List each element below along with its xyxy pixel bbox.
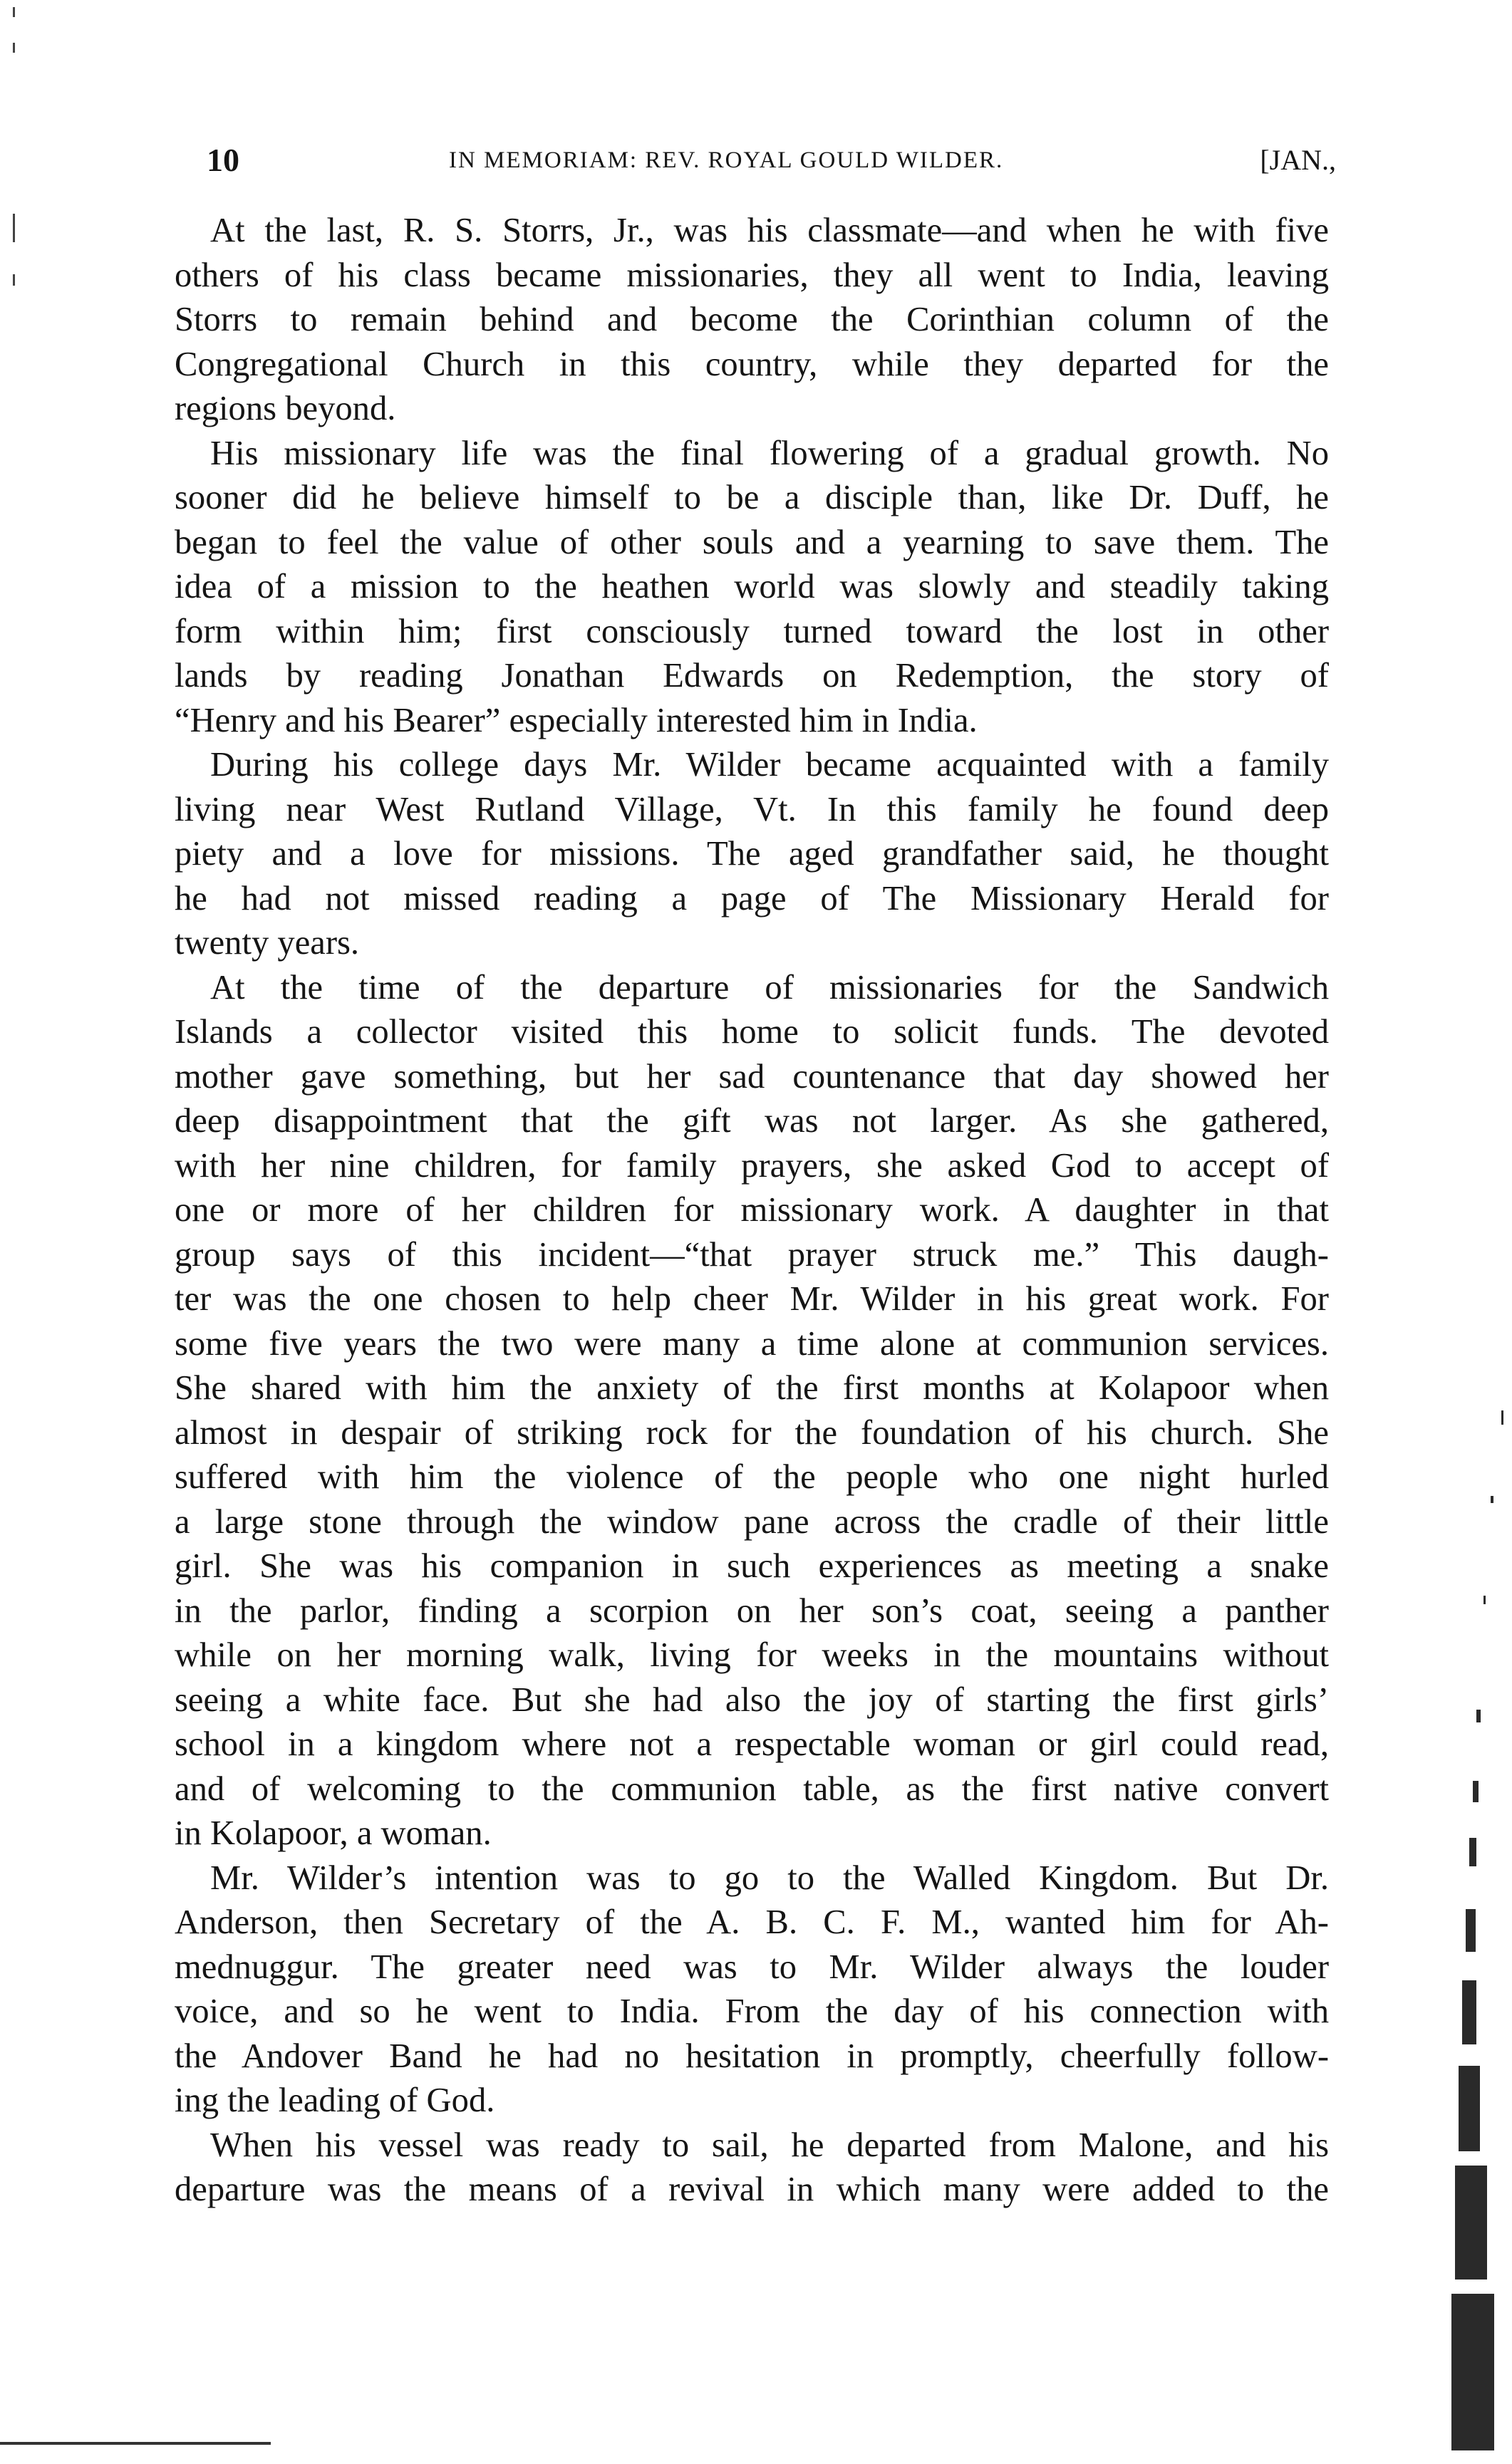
text-line: Mr. Wilder’s intention was to go to the Walled Kingdom. But Dr. [210, 1858, 1329, 1897]
margin-mark [13, 43, 15, 53]
text-line: At the time of the departure of missionaries for the Sandwich [210, 967, 1329, 1007]
text-line: in Kolapoor, a woman. [175, 1814, 492, 1852]
paragraph [175, 208, 1329, 431]
paragraph [175, 1856, 1329, 2123]
text-line: seeing a white face. But she had also the joy of starting the first girls’ [175, 1680, 1329, 1719]
text-line: She shared with him the anxiety of the first months at Kolapoor when [175, 1368, 1329, 1407]
running-title: IN MEMORIAM: REV. ROYAL GOULD WILDER. [449, 147, 1004, 173]
page-header [207, 135, 1336, 185]
text-line: voice, and so he went to India. From the day of his connection with [175, 1992, 1329, 2030]
text-line: “Henry and his Bearer” especially interested him in India. [175, 700, 978, 739]
text-line: twenty years. [175, 923, 360, 962]
text-line: others of his class became missionaries, they all went to India, leaving [175, 255, 1329, 294]
text-line: he had not missed reading a page of The Missionary Herald for [175, 878, 1329, 917]
text-line: with her nine children, for family prayers, she asked God to accept of [175, 1145, 1329, 1185]
paragraph [175, 965, 1329, 1856]
text-line: ter was the one chosen to help cheer Mr. Wilder in his great work. For [175, 1279, 1329, 1318]
text-line: began to feel the value of other souls and a yearning to save them. The [175, 522, 1329, 561]
text-line: ing the leading of God. [175, 2081, 495, 2119]
text-line: His missionary life was the final flowering of a gradual growth. No [210, 433, 1329, 472]
text-line: mednuggur. The greater need was to Mr. Wilder always the louder [175, 1947, 1329, 1986]
text-line: Anderson, then Secretary of the A. B. C. F. M., wanted him for Ah- [175, 1903, 1329, 1941]
margin-mark [13, 274, 15, 286]
text-line: school in a kingdom where not a respectable woman or girl could read, [175, 1725, 1329, 1763]
margin-mark [13, 7, 15, 17]
margin-mark [13, 214, 15, 242]
text-line: living near West Rutland Village, Vt. In this family he found deep [175, 789, 1329, 828]
text-line: Storrs to remain behind and become the Corinthian column of the [175, 300, 1329, 338]
text-line: departure was the means of a revival in which many were added to the [175, 2170, 1329, 2208]
text-line: During his college days Mr. Wilder became acquainted with a family [210, 745, 1329, 784]
text-line: girl. She was his companion in such experiences as meeting a snake [175, 1547, 1329, 1585]
text-line: one or more of her children for missionary work. A daughter in that [175, 1190, 1329, 1229]
body-text [175, 208, 1329, 2212]
text-line: regions beyond. [175, 389, 396, 427]
text-line: almost in despair of striking rock for the foundation of his church. She [175, 1413, 1329, 1452]
text-line: Islands a collector visited this home to solicit funds. The devoted [175, 1012, 1329, 1051]
paragraph [175, 2123, 1329, 2212]
page-number: 10 [207, 142, 239, 178]
text-line: some five years the two were many a time alone at communion services. [175, 1324, 1329, 1363]
text-line: piety and a love for missions. The aged grandfather said, he thought [175, 834, 1329, 873]
text-line: group says of this incident—“that prayer struck me.” This daugh- [175, 1234, 1329, 1274]
text-line: in the parlor, finding a scorpion on her son’s coat, seeing a panther [175, 1591, 1329, 1630]
text-line: When his vessel was ready to sail, he departed from Malone, and his [210, 2125, 1329, 2164]
scan-edge-artifact [1434, 1410, 1512, 2450]
running-date: [JAN., [1260, 144, 1336, 176]
text-line: Congregational Church in this country, while they departed for the [175, 344, 1329, 383]
text-line: idea of a mission to the heathen world was slowly and steadily taking [175, 567, 1329, 605]
text-line: lands by reading Jonathan Edwards on Redemption, the story of [175, 656, 1329, 695]
text-line: At the last, R. S. Storrs, Jr., was his classmate—and when he with five [210, 211, 1329, 249]
text-line: a large stone through the window pane across the cradle of their little [175, 1502, 1329, 1541]
text-line: suffered with him the violence of the people who one night hurled [175, 1457, 1329, 1496]
text-line: and of welcoming to the communion table, as the first native convert [175, 1769, 1329, 1808]
text-line: form within him; first consciously turned toward the lost in other [175, 611, 1329, 650]
bottom-scan-line [0, 2442, 271, 2445]
paragraph [175, 742, 1329, 965]
text-line: mother gave something, but her sad countenance that day showed her [175, 1056, 1329, 1096]
text-line: the Andover Band he had no hesitation in promptly, cheerfully follow- [175, 2036, 1329, 2075]
paragraph [175, 431, 1329, 743]
text-line: sooner did he believe himself to be a disciple than, like Dr. Duff, he [175, 478, 1329, 516]
text-line: while on her morning walk, living for weeks in the mountains without [175, 1636, 1329, 1674]
text-line: deep disappointment that the gift was not larger. As she gathered, [175, 1101, 1329, 1140]
